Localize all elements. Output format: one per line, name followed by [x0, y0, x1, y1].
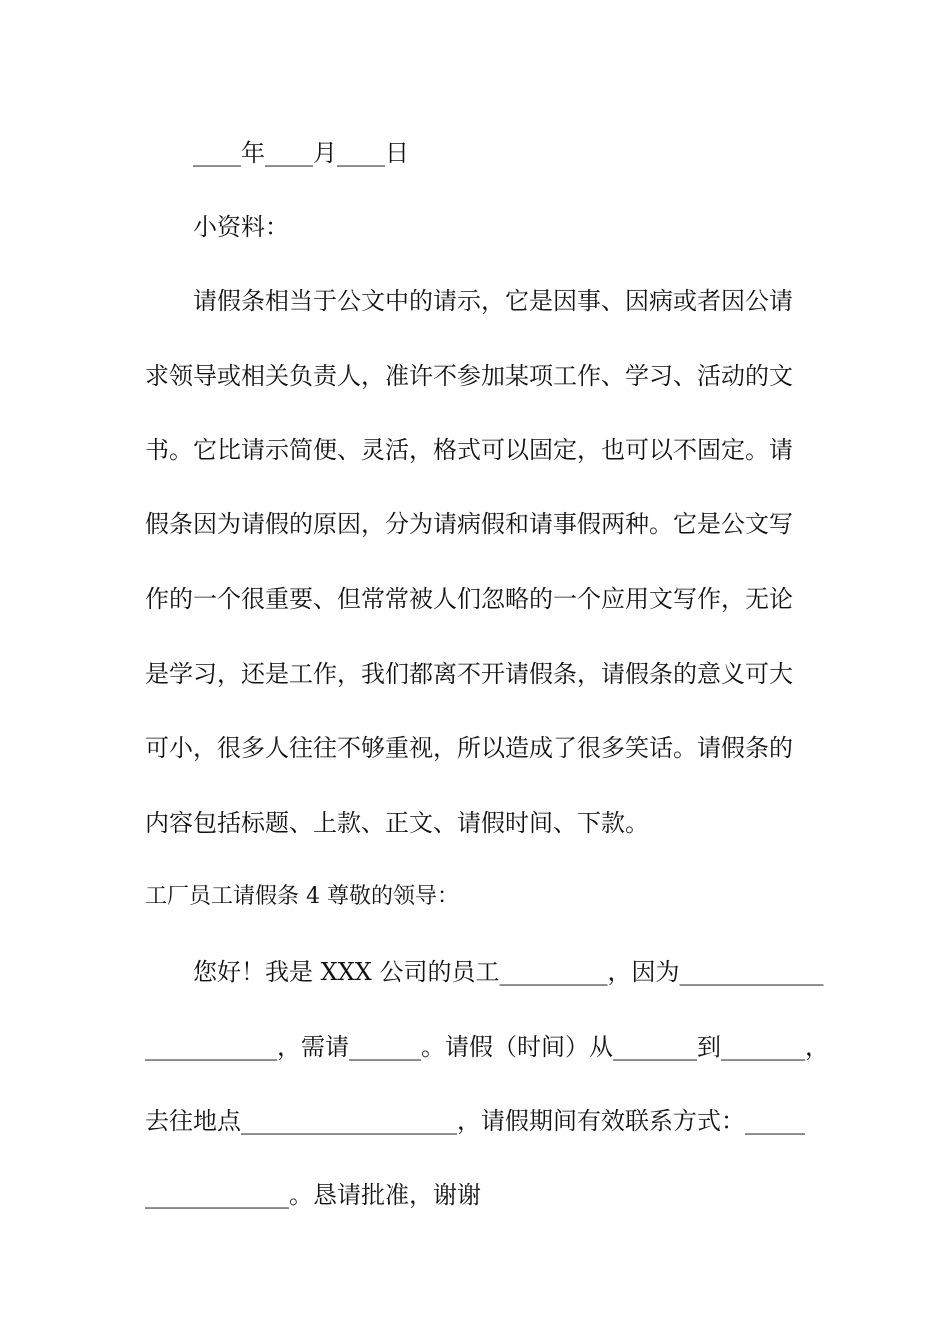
paragraph1-line-7: 可小，很多人往往不够重视，所以造成了很多笑话。请假条的 — [145, 734, 793, 762]
paragraph2-line-2: ___________，需请______。请假（时间）从_______到_______， — [145, 1033, 829, 1061]
paragraph1-line-8: 内容包括标题、上款、正文、请假时间、下款。 — [145, 809, 649, 837]
paragraph1-line-5: 作的一个很重要、但常常被人们忽略的一个应用文写作，无论 — [145, 585, 793, 613]
paragraph1-line-3: 书。它比请示简便、灵活，格式可以固定，也可以不固定。请 — [145, 436, 793, 464]
paragraph1-line-4: 假条因为请假的原因，分为请病假和请事假两种。它是公文写 — [145, 510, 793, 538]
paragraph1-line-2: 求领导或相关负责人，准许不参加某项工作、学习、活动的文 — [145, 362, 793, 390]
section-heading: 工厂员工请假条 4 尊敬的领导： — [145, 884, 459, 909]
date-line: ____年____月____日 — [193, 139, 409, 167]
paragraph2-line-1: 您好！我是 XXX 公司的员工_________，因为____________ — [193, 958, 824, 986]
paragraph1-line-6: 是学习，还是工作，我们都离不开请假条，请假条的意义可大 — [145, 660, 793, 688]
paragraph1-line-1: 请假条相当于公文中的请示，它是因事、因病或者因公请 — [193, 287, 793, 315]
note-title: 小资料： — [193, 213, 289, 241]
paragraph2-line-4: ____________。恳请批准，谢谢 — [145, 1181, 481, 1209]
paragraph2-line-3: 去往地点__________________，请假期间有效联系方式：_____ — [145, 1107, 805, 1135]
